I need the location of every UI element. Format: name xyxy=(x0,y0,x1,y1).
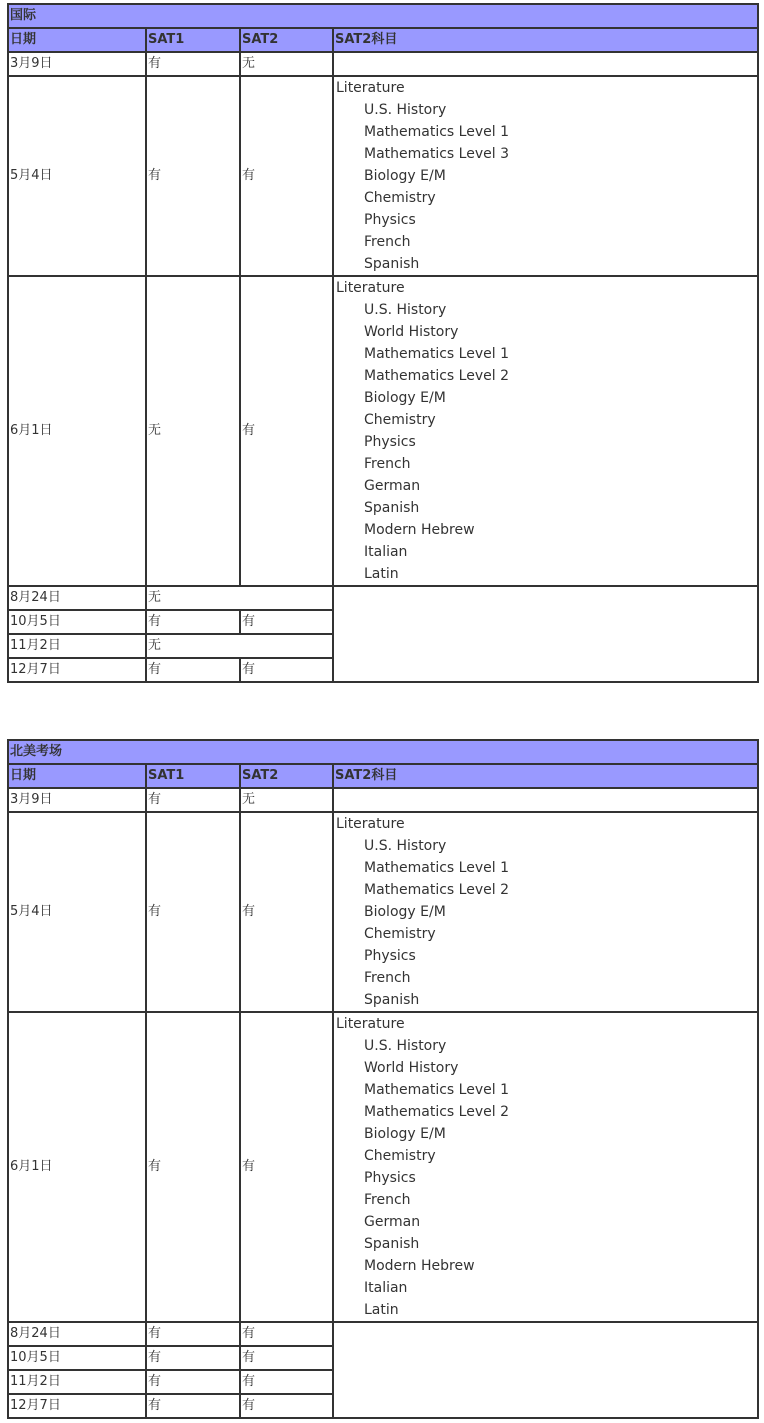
sat2-cell: 有 xyxy=(240,1012,333,1322)
sat2-cell: 有 xyxy=(240,1346,333,1370)
subject-item: Spanish xyxy=(364,500,420,516)
table-row xyxy=(8,788,758,812)
sat1-cell: 有 xyxy=(146,812,240,1012)
sat2-cell: 有 xyxy=(240,76,333,276)
subjects-cell-empty xyxy=(333,586,758,682)
subject-item: Mathematics Level 2 xyxy=(364,368,509,384)
date-cell: 11月2日 xyxy=(8,634,146,658)
header-sat1: SAT1 xyxy=(146,28,240,52)
subject-item: Biology E/M xyxy=(364,1126,446,1142)
subject-item: Literature xyxy=(336,1016,405,1032)
subject-item: French xyxy=(364,234,411,250)
sat1-cell: 无 xyxy=(146,634,333,658)
subject-item: Italian xyxy=(364,544,408,560)
subject-item: U.S. History xyxy=(364,838,447,854)
header-date: 日期 xyxy=(8,28,146,52)
sat1-cell: 有 xyxy=(146,610,240,634)
sat1-cell: 有 xyxy=(146,658,240,682)
subject-item: Mathematics Level 1 xyxy=(364,860,509,876)
subject-item: French xyxy=(364,1192,411,1208)
sat1-cell: 有 xyxy=(146,1346,240,1370)
subject-item: Spanish xyxy=(364,1236,420,1252)
subject-item: Modern Hebrew xyxy=(364,1258,475,1274)
subject-item: Biology E/M xyxy=(364,390,446,406)
sat2-cell: 有 xyxy=(240,1370,333,1394)
subjects-cell xyxy=(333,52,758,76)
date-cell: 6月1日 xyxy=(8,1012,146,1322)
subject-item: Chemistry xyxy=(364,1148,436,1164)
subject-item: Latin xyxy=(364,566,399,582)
sat1-cell: 无 xyxy=(146,276,240,586)
subject-item: Literature xyxy=(336,80,405,96)
subject-item: Physics xyxy=(364,212,416,228)
sat1-cell: 有 xyxy=(146,1370,240,1394)
header-sat1: SAT1 xyxy=(146,764,240,788)
header-date: 日期 xyxy=(8,764,146,788)
table-row xyxy=(8,1012,758,1322)
sat2-cell: 有 xyxy=(240,812,333,1012)
subject-item: Chemistry xyxy=(364,926,436,942)
subject-item: Spanish xyxy=(364,992,420,1008)
subject-item: Biology E/M xyxy=(364,904,446,920)
sat1-cell: 有 xyxy=(146,76,240,276)
subjects-cell xyxy=(333,812,758,1012)
table-row xyxy=(8,1322,758,1346)
subject-item: Physics xyxy=(364,948,416,964)
sat2-cell: 无 xyxy=(240,52,333,76)
date-cell: 6月1日 xyxy=(8,276,146,586)
date-cell: 3月9日 xyxy=(8,52,146,76)
subject-item: French xyxy=(364,456,411,472)
subject-item: Modern Hebrew xyxy=(364,522,475,538)
header-sat2: SAT2 xyxy=(240,764,333,788)
subject-item: Mathematics Level 3 xyxy=(364,146,509,162)
table-row xyxy=(8,812,758,1012)
subject-item: Mathematics Level 1 xyxy=(364,1082,509,1098)
sat1-cell: 有 xyxy=(146,1322,240,1346)
sat1-cell: 有 xyxy=(146,788,240,812)
table-row xyxy=(8,586,758,610)
header-sat2: SAT2 xyxy=(240,28,333,52)
subjects-cell xyxy=(333,276,758,586)
header-sat2-subjects: SAT2科目 xyxy=(333,28,758,52)
subject-item: Literature xyxy=(336,280,405,296)
subject-item: Chemistry xyxy=(364,190,436,206)
sat1-cell: 无 xyxy=(146,586,333,610)
table-title: 国际 xyxy=(8,4,758,28)
date-cell: 11月2日 xyxy=(8,1370,146,1394)
sat1-cell: 有 xyxy=(146,1394,240,1418)
subjects-cell xyxy=(333,1012,758,1322)
subject-item: Latin xyxy=(364,1302,399,1318)
subject-item: Spanish xyxy=(364,256,420,272)
north-america-schedule-table xyxy=(7,739,759,1419)
subject-list xyxy=(335,1013,757,1321)
subject-item: World History xyxy=(364,1060,459,1076)
date-cell: 8月24日 xyxy=(8,586,146,610)
subject-item: Mathematics Level 1 xyxy=(364,124,509,140)
date-cell: 3月9日 xyxy=(8,788,146,812)
sat2-cell: 有 xyxy=(240,610,333,634)
subject-list xyxy=(335,813,757,1011)
subjects-cell xyxy=(333,788,758,812)
sat1-cell: 有 xyxy=(146,52,240,76)
subject-item: German xyxy=(364,478,421,494)
sat2-cell: 无 xyxy=(240,788,333,812)
sat2-cell: 有 xyxy=(240,1394,333,1418)
date-cell: 5月4日 xyxy=(8,812,146,1012)
subject-list xyxy=(335,277,757,585)
subject-item: U.S. History xyxy=(364,1038,447,1054)
date-cell: 10月5日 xyxy=(8,1346,146,1370)
sat2-cell: 有 xyxy=(240,1322,333,1346)
subject-item: Chemistry xyxy=(364,412,436,428)
subject-item: Mathematics Level 1 xyxy=(364,346,509,362)
table-row xyxy=(8,52,758,76)
date-cell: 5月4日 xyxy=(8,76,146,276)
subjects-cell xyxy=(333,76,758,276)
subject-item: World History xyxy=(364,324,459,340)
subject-item: Physics xyxy=(364,434,416,450)
table-title: 北美考场 xyxy=(8,740,758,764)
date-cell: 10月5日 xyxy=(8,610,146,634)
subject-item: U.S. History xyxy=(364,302,447,318)
table-row xyxy=(8,76,758,276)
subject-list xyxy=(335,77,757,275)
subject-item: Italian xyxy=(364,1280,408,1296)
subject-item: U.S. History xyxy=(364,102,447,118)
table-row xyxy=(8,276,758,586)
subject-item: Literature xyxy=(336,816,405,832)
subject-item: German xyxy=(364,1214,421,1230)
date-cell: 12月7日 xyxy=(8,658,146,682)
subject-item: French xyxy=(364,970,411,986)
subject-item: Mathematics Level 2 xyxy=(364,1104,509,1120)
subjects-cell-empty xyxy=(333,1322,758,1418)
international-schedule-table xyxy=(7,3,759,683)
subject-item: Biology E/M xyxy=(364,168,446,184)
sat2-cell: 有 xyxy=(240,658,333,682)
subject-item: Mathematics Level 2 xyxy=(364,882,509,898)
sat2-cell: 有 xyxy=(240,276,333,586)
date-cell: 8月24日 xyxy=(8,1322,146,1346)
header-sat2-subjects: SAT2科目 xyxy=(333,764,758,788)
sat1-cell: 有 xyxy=(146,1012,240,1322)
subject-item: Physics xyxy=(364,1170,416,1186)
date-cell: 12月7日 xyxy=(8,1394,146,1418)
